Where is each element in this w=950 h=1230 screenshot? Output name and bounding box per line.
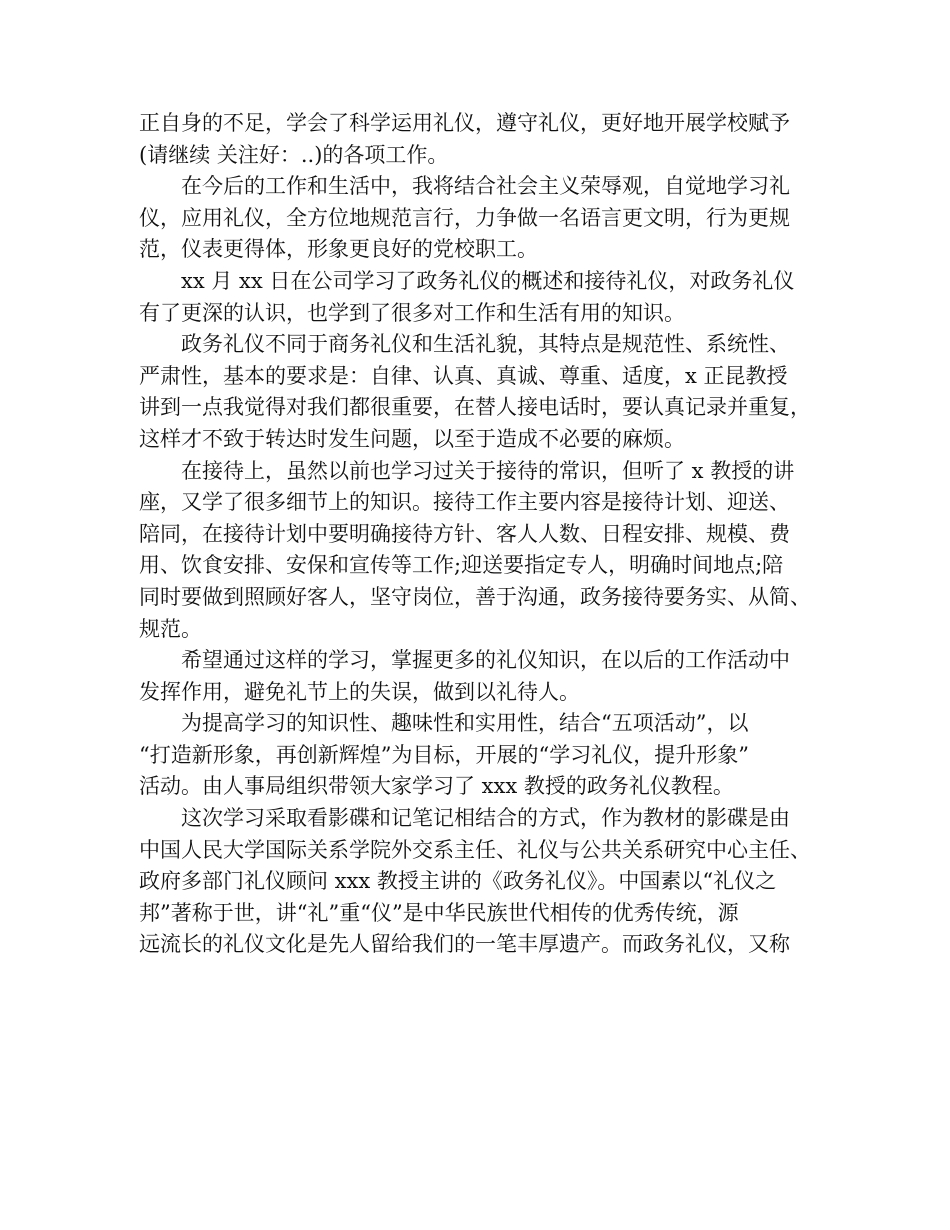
- text-line: 严肃性，基本的要求是：自律、认真、真诚、尊重、适度，x 正昆教授: [139, 363, 788, 388]
- paragraph-2: [139, 171, 821, 266]
- text-line: 用、饮食安排、安保和宣传等工作;迎送要指定专人，明确时间地点;陪: [139, 553, 784, 578]
- text-line: (请继续 关注好：..)的各项工作。: [139, 142, 449, 167]
- text-line: 政府多部门礼仪顾问 xxx 教授主讲的《政务礼仪》。中国素以“礼仪之: [139, 869, 777, 894]
- text-line: 在今后的工作和生活中，我将结合社会主义荣辱观，自觉地学习礼: [181, 174, 790, 199]
- text-line: 邦”著称于世，讲“礼”重“仪”是中华民族世代相传的优秀传统，源: [139, 900, 739, 925]
- text-line: 陪同，在接待计划中要明确接待方针、客人人数、日程安排、规模、费: [139, 521, 790, 546]
- text-line: “打造新形象，再创新辉煌”为目标，开展的“学习礼仪，提升形象”: [139, 742, 749, 767]
- text-line: xx 月 xx 日在公司学习了政务礼仪的概述和接待礼仪，对政务礼仪: [181, 268, 795, 293]
- paragraph-6: [139, 645, 821, 708]
- text-line: 远流长的礼仪文化是先人留给我们的一笔丰厚遗产。而政务礼仪，又称: [139, 932, 790, 957]
- text-line: 座，又学了很多细节上的知识。接待工作主要内容是接待计划、迎送、: [139, 490, 790, 515]
- paragraph-1: [139, 108, 821, 171]
- text-line: 发挥作用，避免礼节上的失误，做到以礼待人。: [139, 679, 580, 704]
- text-line: 同时要做到照顾好客人，坚守岗位，善于沟通，政务接待要务实、从简、: [139, 584, 811, 609]
- text-line: 有了更深的认识，也学到了很多对工作和生活有用的知识。: [139, 300, 685, 325]
- text-line: 仪，应用礼仪，全方位地规范言行，力争做一名语言更文明，行为更规: [139, 205, 790, 230]
- text-line: 希望通过这样的学习，掌握更多的礼仪知识，在以后的工作活动中: [181, 648, 790, 673]
- text-line: 在接待上，虽然以前也学习过关于接待的常识，但听了 x 教授的讲: [181, 458, 795, 483]
- text-line: 规范。: [139, 616, 202, 641]
- text-line: 这次学习采取看影碟和记笔记相结合的方式，作为教材的影碟是由: [181, 806, 790, 831]
- paragraph-7: [139, 708, 821, 803]
- text-line: 范，仪表更得体，形象更良好的党校职工。: [139, 237, 538, 262]
- document-body: [139, 108, 821, 961]
- text-line: 为提高学习的知识性、趣味性和实用性，结合“五项活动”，以: [181, 711, 749, 736]
- paragraph-4: [139, 329, 821, 455]
- paragraph-8: [139, 803, 821, 961]
- text-line: 讲到一点我觉得对我们都很重要，在替人接电话时，要认真记录并重复，: [139, 395, 811, 420]
- text-line: 中国人民大学国际关系学院外交系主任、礼仪与公共关系研究中心主任、: [139, 837, 811, 862]
- text-line: 政务礼仪不同于商务礼仪和生活礼貌，其特点是规范性、系统性、: [181, 332, 790, 357]
- paragraph-5: [139, 456, 821, 646]
- text-line: 这样才不致于转达时发生问题，以至于造成不必要的麻烦。: [139, 426, 685, 451]
- text-line: 正自身的不足，学会了科学运用礼仪，遵守礼仪，更好地开展学校赋予: [139, 111, 790, 135]
- text-line: 活动。由人事局组织带领大家学习了 xxx 教授的政务礼仪教程。: [139, 774, 734, 799]
- paragraph-3: [139, 266, 821, 329]
